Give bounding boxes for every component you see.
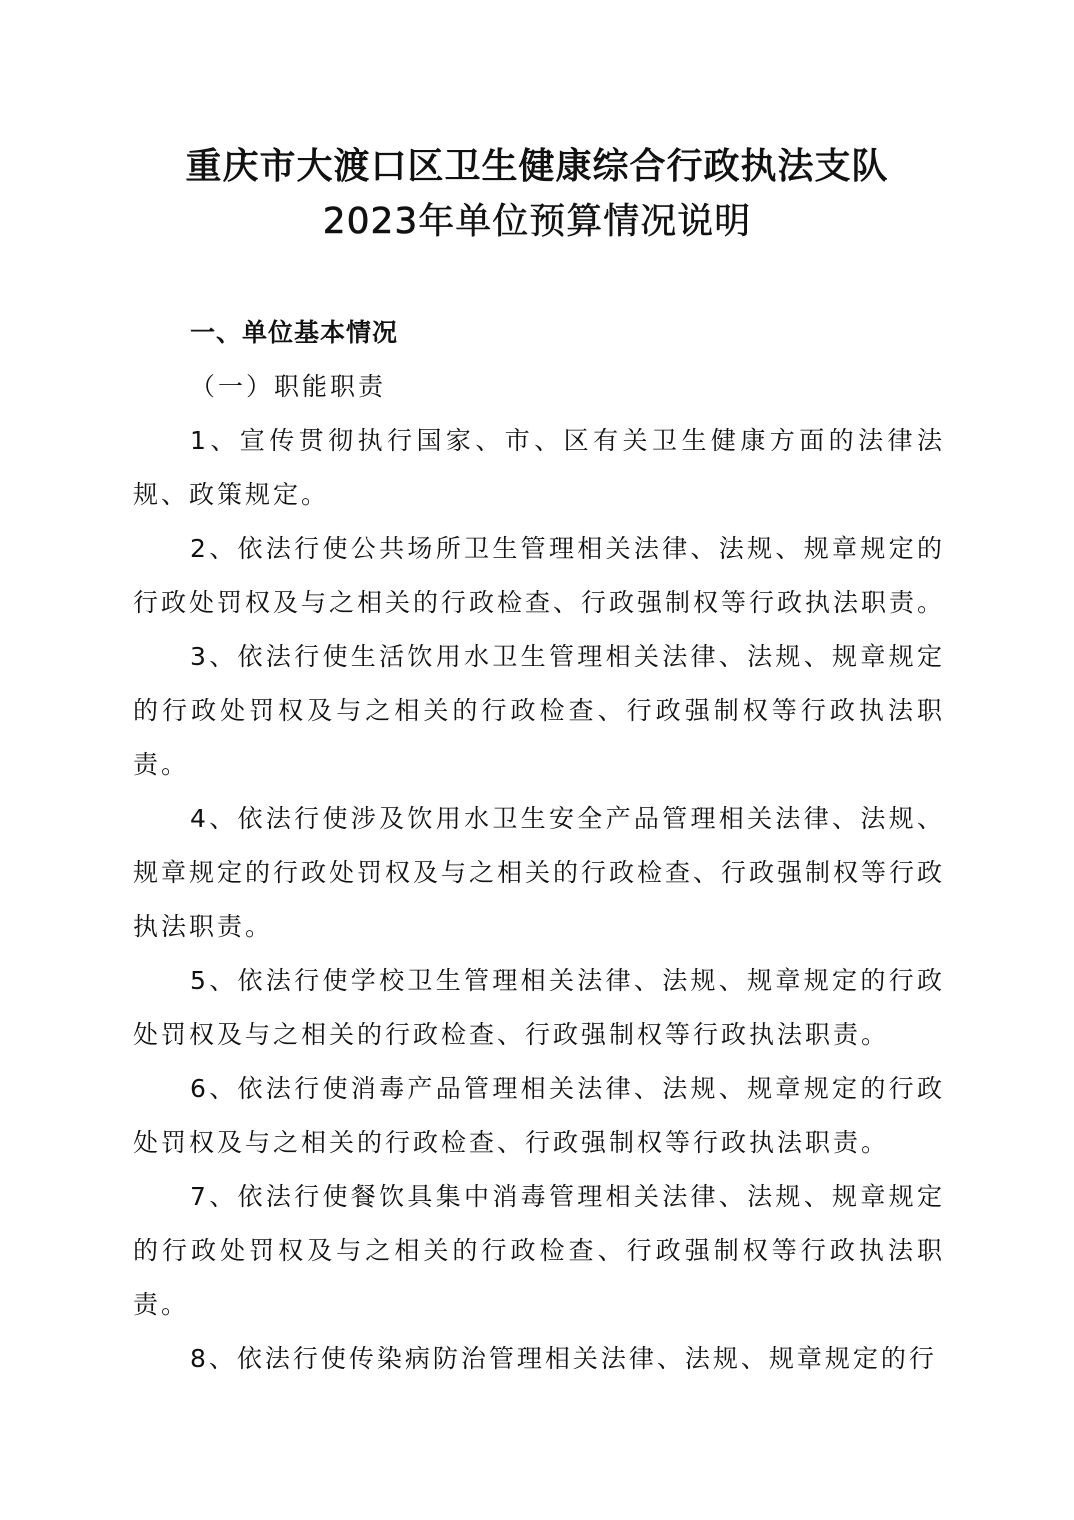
duty-item: 3、依法行使生活饮用水卫生管理相关法律、法规、规章规定的行政处罚权及与之相关的行政检查、行政强制权等行政执法职责。 <box>133 642 945 779</box>
subsection-heading: （一）职能职责 <box>190 372 387 401</box>
duty-item: 7、依法行使餐饮具集中消毒管理相关法律、法规、规章规定的行政处罚权及与之相关的行政检查、行政强制权等行政执法职责。 <box>133 1182 945 1319</box>
section-heading: 一、单位基本情况 <box>190 318 399 347</box>
document-body <box>133 306 945 1386</box>
duty-item: 2、依法行使公共场所卫生管理相关法律、法规、规章规定的行政处罚权及与之相关的行政检查、行政强制权等行政执法职责。 <box>133 534 946 617</box>
document-title-line1: 重庆市大渡口区卫生健康综合行政执法支队 <box>185 146 889 187</box>
duty-item: 8、依法行使传染病防治管理相关法律、法规、规章规定的行 <box>190 1344 937 1373</box>
document-title-line2: 2023年单位预算情况说明 <box>322 201 752 242</box>
duty-item: 4、依法行使涉及饮用水卫生安全产品管理相关法律、法规、规章规定的行政处罚权及与之相关的行政检查、行政强制权等行政执法职责。 <box>133 804 946 941</box>
duty-item: 6、依法行使消毒产品管理相关法律、法规、规章规定的行政处罚权及与之相关的行政检查、行政强制权等行政执法职责。 <box>133 1074 945 1157</box>
duty-item: 5、依法行使学校卫生管理相关法律、法规、规章规定的行政处罚权及与之相关的行政检查、行政强制权等行政执法职责。 <box>133 966 945 1049</box>
duty-item: 1、宣传贯彻执行国家、市、区有关卫生健康方面的法律法规、政策规定。 <box>133 426 945 509</box>
